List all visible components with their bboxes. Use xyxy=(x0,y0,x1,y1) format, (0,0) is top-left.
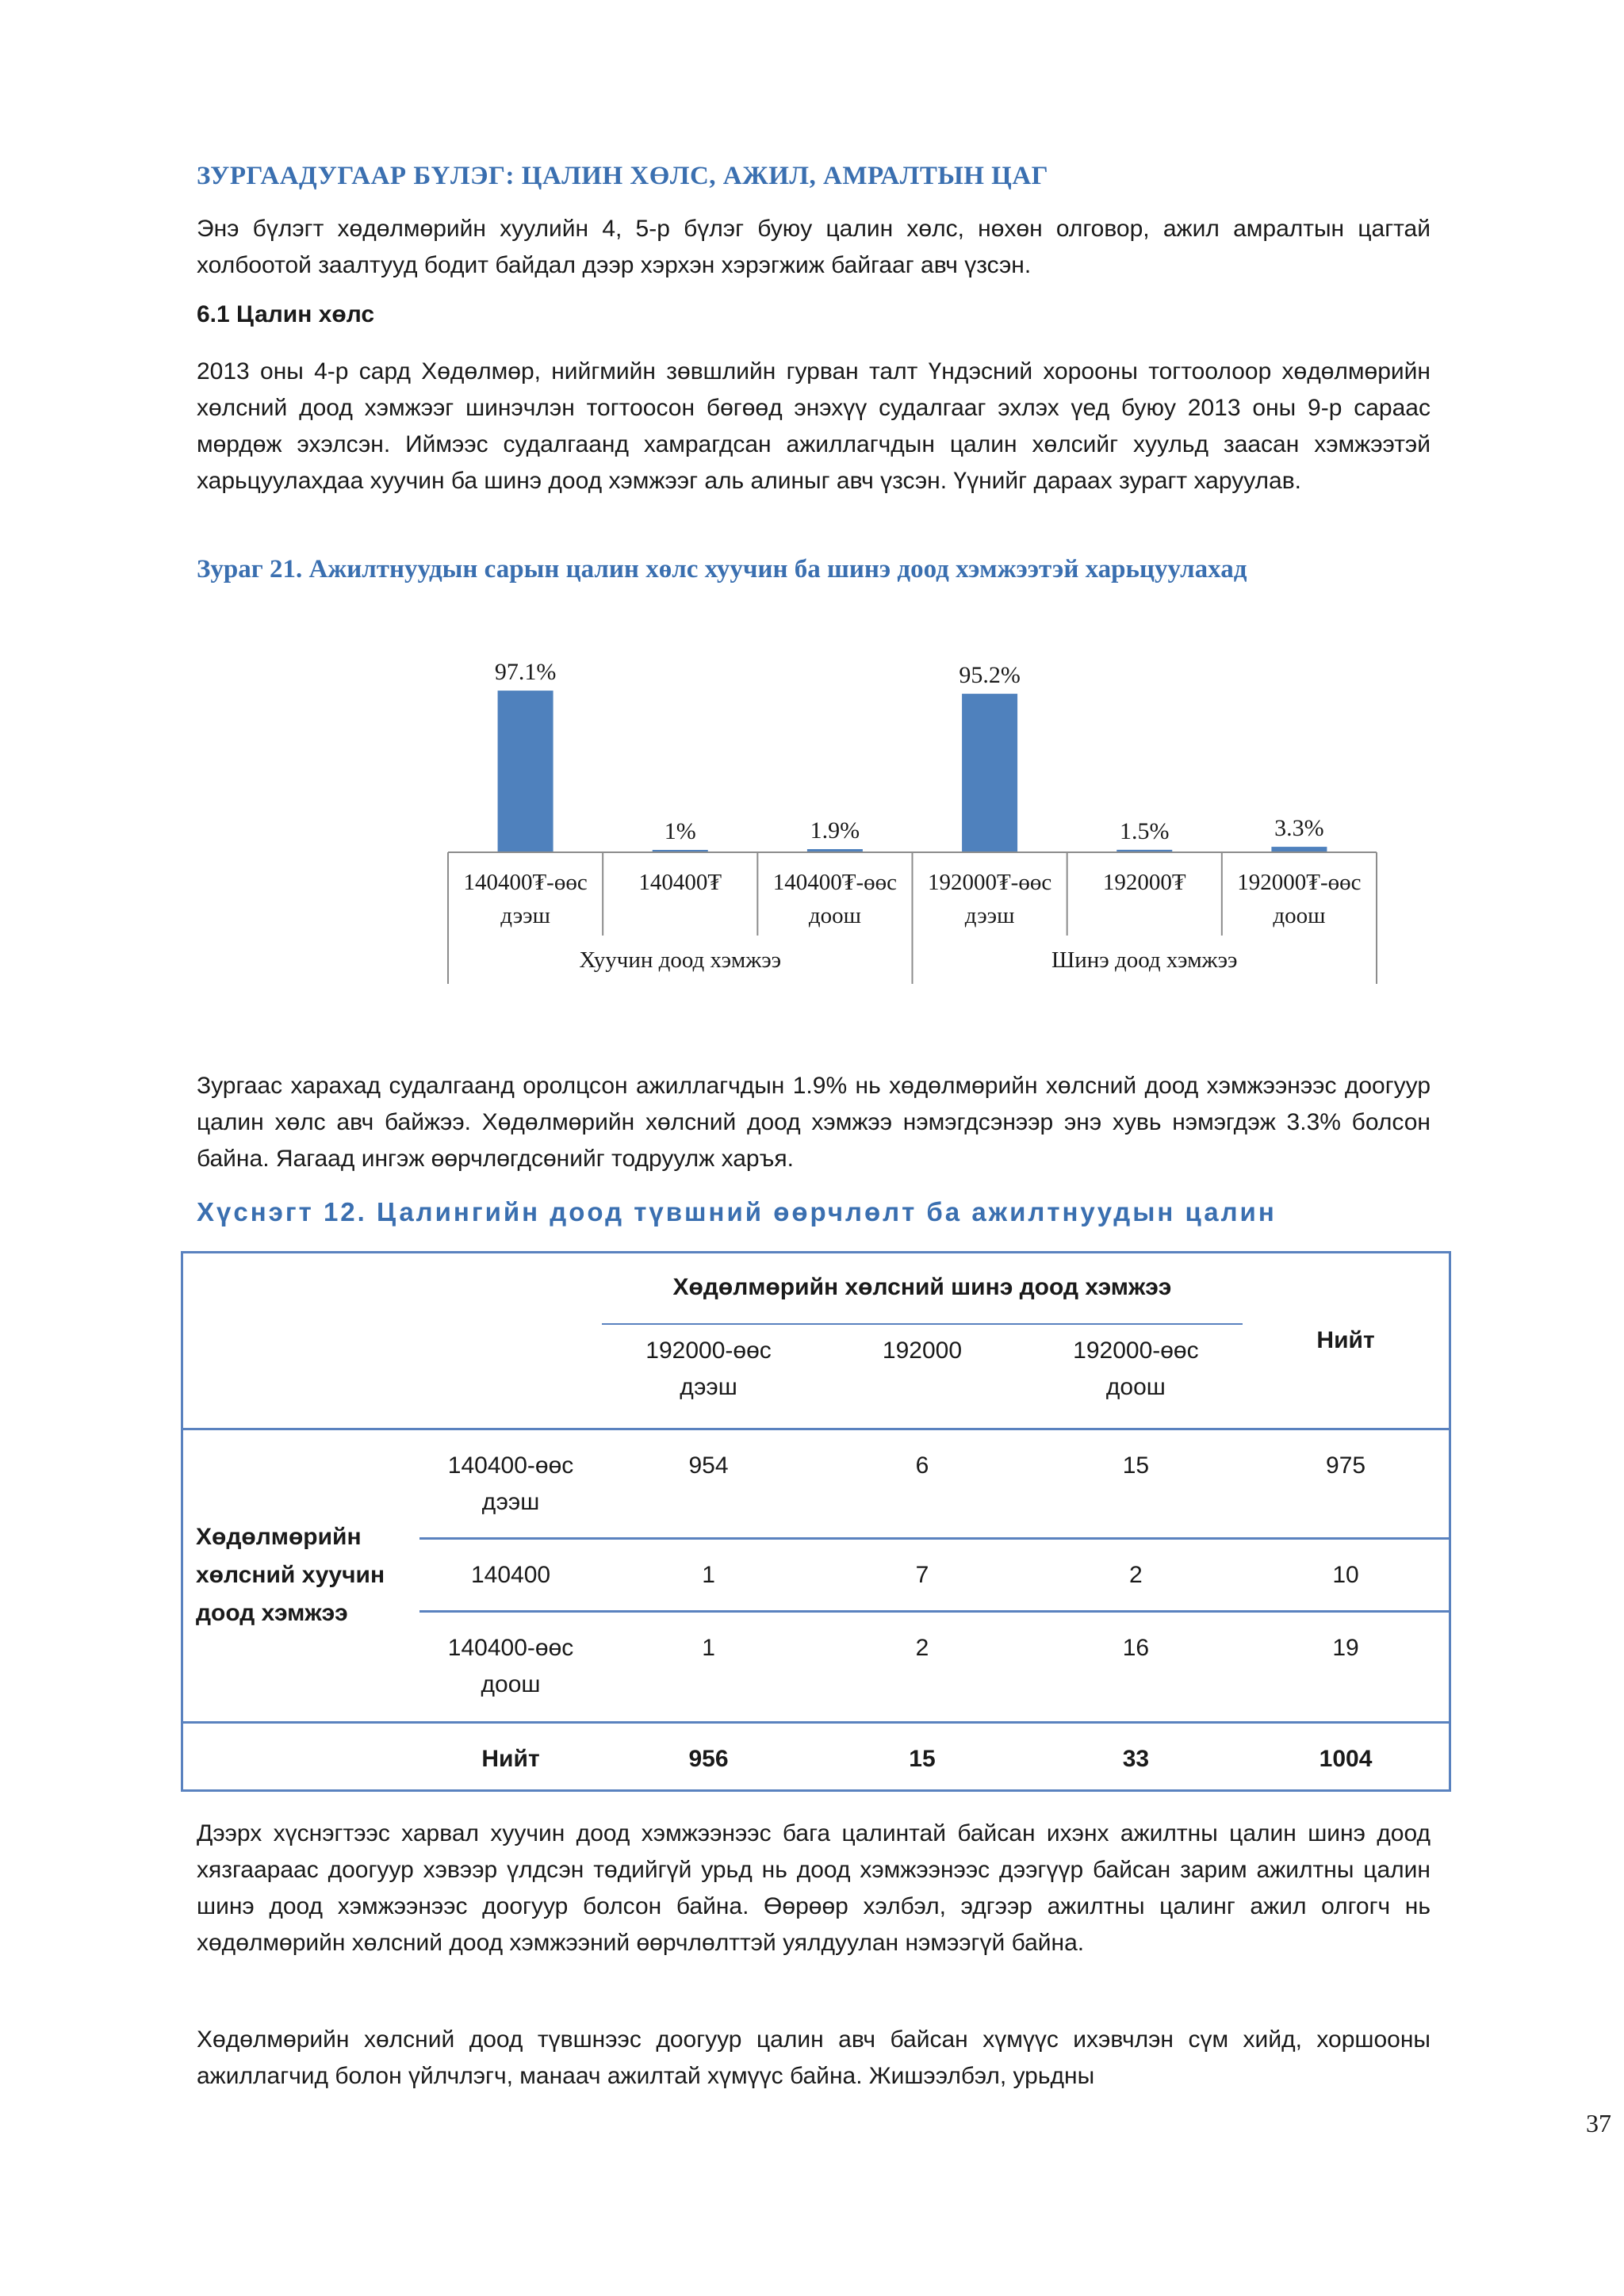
table-cell: 15 xyxy=(1122,1452,1150,1479)
section-heading: 6.1 Цалин хөлс xyxy=(197,301,375,327)
bar xyxy=(1271,847,1327,852)
total-cell: 15 xyxy=(909,1745,936,1772)
table-cell: 19 xyxy=(1332,1634,1359,1661)
table-cell: 16 xyxy=(1122,1634,1150,1661)
category-label: 192000₮ xyxy=(1102,870,1186,895)
total-row-spacer xyxy=(182,1722,420,1790)
col-header-equal: 192000 xyxy=(815,1324,1028,1429)
col-header-above: 192000-өөс дээш xyxy=(602,1324,815,1429)
data-label: 3.3% xyxy=(1274,815,1324,842)
category-label: дээш xyxy=(500,903,550,928)
page-number: 37 xyxy=(1586,2109,1611,2137)
table-cell: 975 xyxy=(1326,1452,1366,1479)
category-label: 140400₮-өөс xyxy=(772,870,898,895)
table-cell: 7 xyxy=(915,1561,929,1588)
paragraph-after-table: Дээрх хүснэгтээс харвал хуучин доод хэмжээнээс бага цалинтай байсан ихэнх ажилтны цалин шинэ доод хязгаараас доогуур хэвээр үлдсэн төдийгүй урьд нь доод хэмжээнээс дээгүүр байсан зарим ажилтны цалин шинэ доод хэмжээнээс доогуур болсон байна. Өөрөөр хэлбэл, эдгээр ажилтны цалинг ажил олгогч нь хөдөлмөрийн хөлсний доод хэмжээний өөрчлөлттэй уялдуулан нэмээгүй байна. xyxy=(197,1820,1431,1956)
table-cell: 6 xyxy=(915,1452,929,1479)
wage-table xyxy=(181,1251,1451,1792)
data-label: 1% xyxy=(664,818,696,844)
group-label: Хуучин доод хэмжээ xyxy=(579,947,782,973)
table-cell: 2 xyxy=(1129,1561,1143,1588)
total-cell: 956 xyxy=(688,1745,729,1772)
table-row xyxy=(182,1429,1450,1538)
row-label: 140400-өөс доош xyxy=(447,1634,574,1697)
category-label: дээш xyxy=(964,903,1015,928)
total-row xyxy=(182,1722,1450,1790)
after-chart-paragraph: Зургаас харахад судалгаанд оролцсон ажиллагчдын 1.9% нь хөдөлмөрийн хөлсний доод хэмжээнээс доогуур цалин хөлс авч байжээ. Хөдөлмөрийн хөлсний доод хэмжээ нэмэгдсэнээр энэ хувь нэмэгдэж 3.3% болсон байна. Яагаад ингэж өөрчлөгдсөнийг тодруулж харъя. xyxy=(197,1073,1431,1172)
total-column-header: Нийт xyxy=(1316,1326,1375,1353)
category-label: доош xyxy=(1273,903,1326,928)
last-paragraph: Хөдөлмөрийн хөлсний доод түвшнээс доогуур цалин авч байсан хүмүүс ихэвчлэн сүм хийд, хоршооны ажиллагчид болон үйлчлэгч, манаач ажилтай хүмүүс байна. Жишээлбэл, урьдны xyxy=(197,2026,1431,2089)
chapter-title: ЗУРГААДУГААР БҮЛЭГ: ЦАЛИН ХӨЛС, АЖИЛ, АМРАЛТЫН ЦАГ xyxy=(197,162,1049,190)
table-cell: 954 xyxy=(688,1452,729,1479)
row-group-label: Хөдөлмөрийн хөлсний хуучин доод хэмжээ xyxy=(196,1524,385,1626)
total-cell: 1004 xyxy=(1319,1745,1373,1772)
category-label: доош xyxy=(808,903,861,928)
section-paragraph: 2013 оны 4-р сард Хөдөлмөр, нийгмийн зөвшлийн гурван талт Үндэсний хорооны тогтоолоор хөдөлмөрийн хөлсний доод хэмжээг шинэчлэн тогтоосон бөгөөд энэхүү судалгааг эхлэх үед буюу 2013 оны 9-р сараас мөрдөж эхэлсэн. Иймээс судалгаанд хамрагдсан ажиллагчдын цалин хөлсийг хуульд заасан хэмжээтэй харьцуулахдаа хуучин ба шинэ доод хэмжээг аль алиныг авч үзсэн. Үүнийг дараах зурагт харуулав. xyxy=(197,358,1431,494)
bar-chart xyxy=(244,626,1450,991)
total-row-label: Нийт xyxy=(481,1745,540,1772)
row-label: 140400-өөс дээш xyxy=(447,1452,574,1515)
data-label: 95.2% xyxy=(959,662,1021,689)
group-label: Шинэ доод хэмжээ xyxy=(1051,947,1238,973)
data-label: 1.5% xyxy=(1120,817,1170,844)
table-cell: 1 xyxy=(702,1634,715,1661)
intro-paragraph: Энэ бүлэгт хөдөлмөрийн хуулийн 4, 5-р бүлэг буюу цалин хөлс, нөхөн олговор, ажил амралтын цагтай холбоотой заалтууд бодит байдал дээр хэрхэн хэрэгжиж байгааг авч үзсэн. xyxy=(197,216,1431,278)
total-cell: 33 xyxy=(1122,1745,1150,1772)
table-cell: 1 xyxy=(702,1561,715,1588)
table-cell: 2 xyxy=(915,1634,929,1661)
category-label: 140400₮ xyxy=(638,870,722,895)
data-label: 1.9% xyxy=(810,817,860,844)
bar xyxy=(498,691,553,852)
row-label: 140400 xyxy=(470,1561,551,1588)
table-corner-cell xyxy=(182,1253,602,1429)
category-label: 192000₮-өөс xyxy=(1237,870,1362,895)
new-min-header: Хөдөлмөрийн хөлсний шинэ доод хэмжээ xyxy=(672,1274,1172,1300)
col-header-below: 192000-өөс доош xyxy=(1029,1324,1243,1429)
category-label: 140400₮-өөс xyxy=(463,870,588,895)
bar xyxy=(962,694,1017,852)
table-title: Хүснэгт 12. Цалингийн доод түвшний өөрчлөлт ба ажилтнуудын цалин xyxy=(197,1197,1277,1226)
data-label: 97.1% xyxy=(494,659,557,686)
figure-title: Зураг 21. Ажилтнуудын сарын цалин хөлс хуучин ба шинэ доод хэмжээтэй харьцуулахад xyxy=(197,555,1247,584)
category-label: 192000₮-өөс xyxy=(927,870,1052,895)
table-cell: 10 xyxy=(1332,1561,1359,1588)
